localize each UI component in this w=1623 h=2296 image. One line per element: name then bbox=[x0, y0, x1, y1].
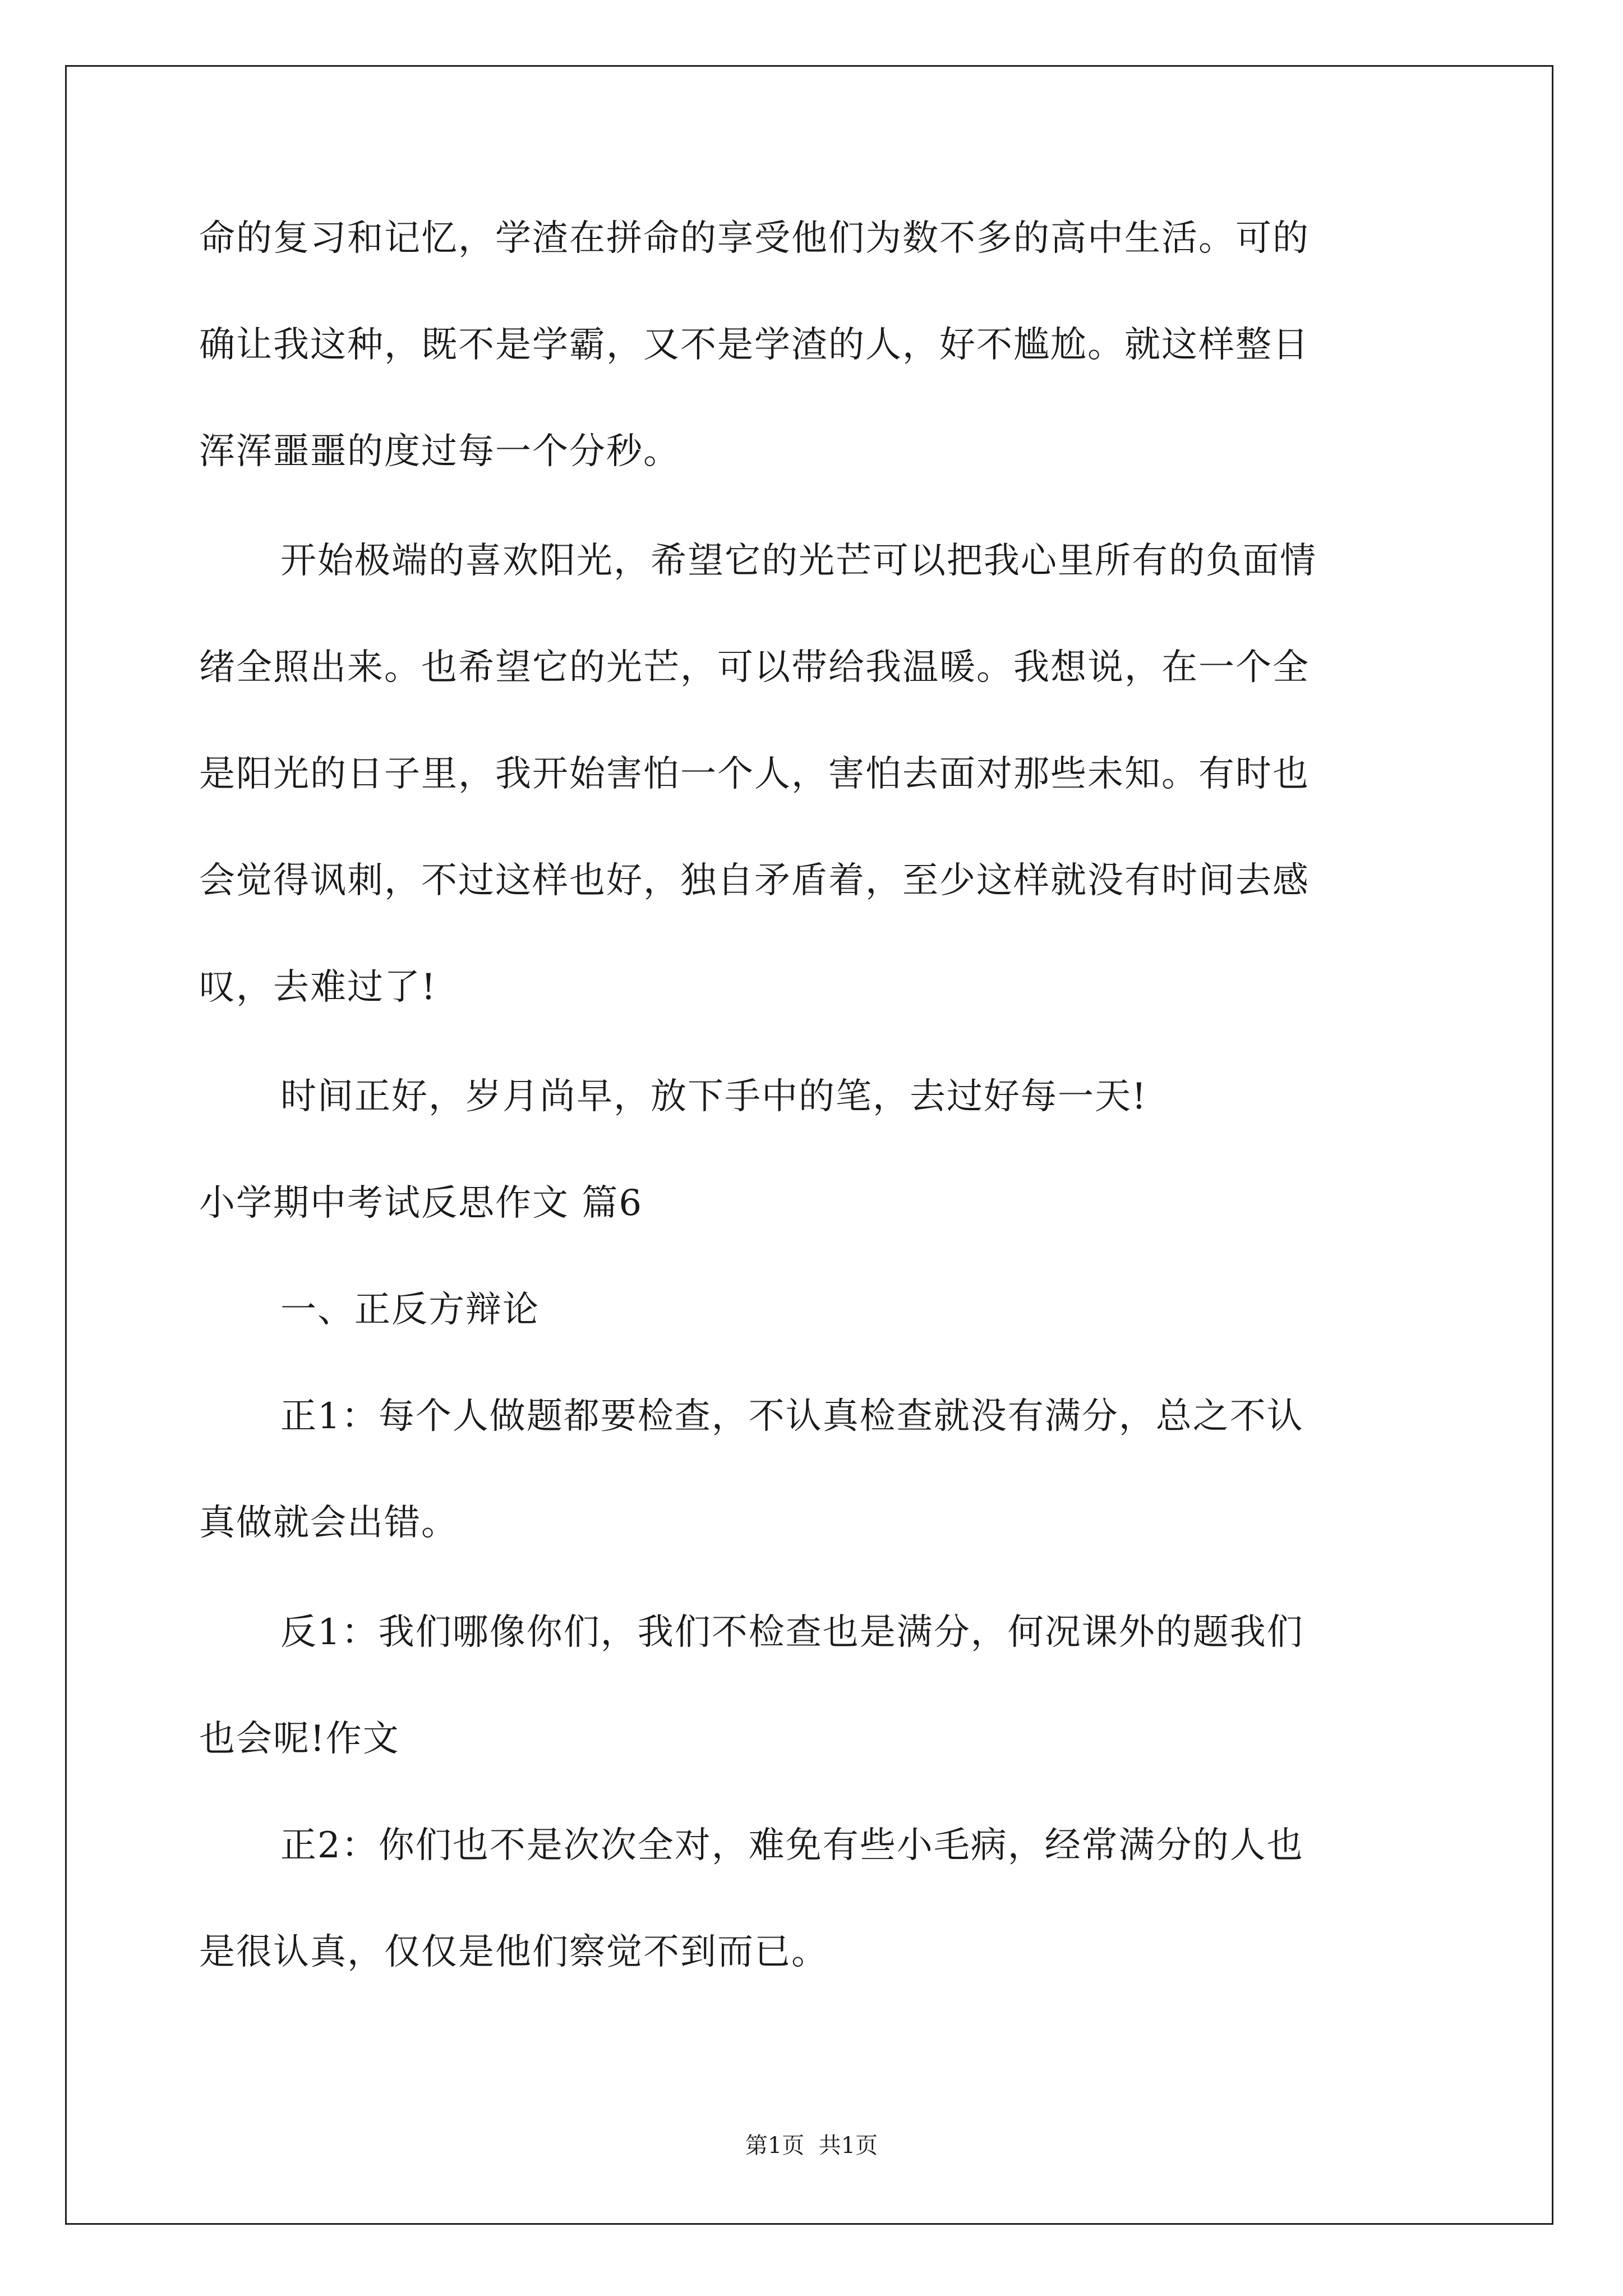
page-border bbox=[65, 65, 1553, 2225]
paragraph-first-line: 正2：你们也不是次次全对，难免有些小毛病，经常满分的人也 bbox=[280, 1825, 1304, 1866]
paragraph-first-line: 开始极端的喜欢阳光，希望它的光芒可以把我心里所有的负面情 bbox=[280, 540, 1317, 582]
text-line: 浑浑噩噩的度过每一个分秒。 bbox=[199, 431, 680, 472]
text-line: 也会呢!作文 bbox=[199, 1718, 400, 1760]
text-line: 叹，去难过了! bbox=[199, 967, 437, 1008]
paragraph-first-line: 反1：我们哪像你们，我们不检查也是满分，何况课外的题我们 bbox=[280, 1612, 1304, 1653]
text-line: 是阳光的日子里，我开始害怕一个人，害怕去面对那些未知。有时也 bbox=[199, 753, 1310, 795]
text-line: 是很认真，仅仅是他们察觉不到而已。 bbox=[199, 1931, 828, 1973]
page-footer: 第1页 共1页 bbox=[745, 2133, 878, 2159]
text-line: 会觉得讽刺，不过这样也好，独自矛盾着，至少这样就没有时间去感 bbox=[199, 860, 1310, 901]
text-line: 真做就会出错。 bbox=[199, 1502, 458, 1544]
text-line: 确让我这种，既不是学霸，又不是学渣的人，好不尴尬。就这样整日 bbox=[199, 324, 1310, 366]
paragraph-first-line: 时间正好，岁月尚早，放下手中的笔，去过好每一天! bbox=[280, 1076, 1147, 1117]
section-heading: 小学期中考试反思作文 篇6 bbox=[199, 1182, 643, 1224]
text-line: 命的复习和记忆，学渣在拼命的享受他们为数不多的高中生活。可的 bbox=[199, 218, 1310, 259]
text-line: 绪全照出来。也希望它的光芒，可以带给我温暖。我想说，在一个全 bbox=[199, 647, 1310, 688]
paragraph-first-line: 正1：每个人做题都要检查，不认真检查就没有满分，总之不认 bbox=[280, 1396, 1304, 1437]
subsection-heading: 一、正反方辩论 bbox=[280, 1289, 540, 1331]
